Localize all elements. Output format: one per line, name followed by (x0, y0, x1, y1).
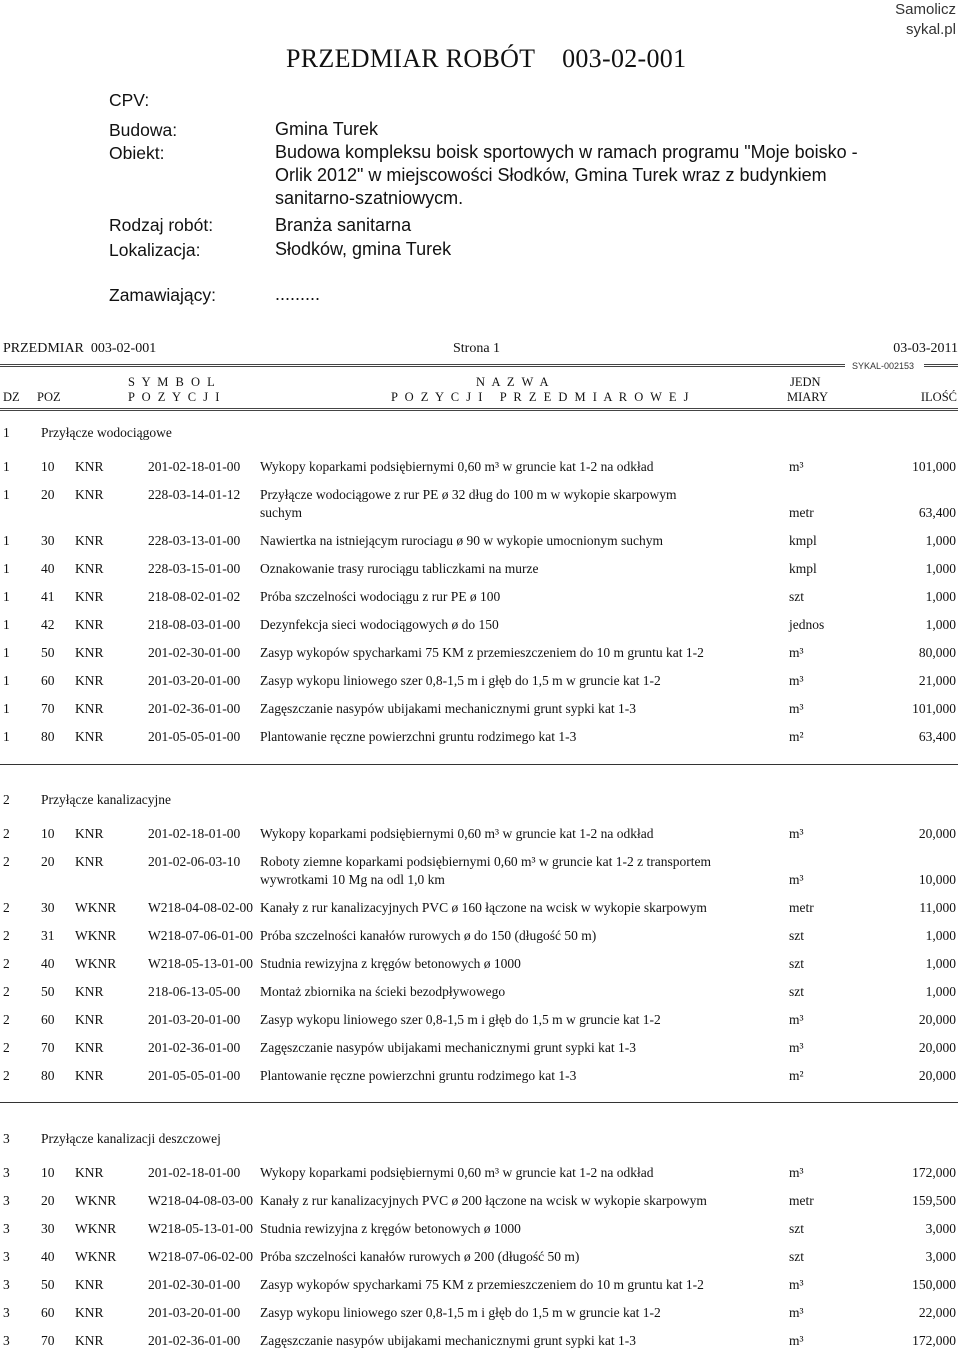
row-description: Zagęszczanie nasypów ubijakami mechanicznymi grunt sypki kat 1-3 (260, 1040, 637, 1055)
row-poz: 40 (41, 561, 55, 576)
row-symbol: W218-05-13-01-00 (148, 1221, 253, 1236)
obiekt-label: Obiekt: (109, 143, 165, 163)
row-catalog: KNR (75, 701, 104, 716)
row-unit: kmpl (789, 533, 817, 548)
row-catalog: KNR (75, 561, 104, 576)
row-description: Kanały z rur kanalizacyjnych PVC ø 200 łączone na wcisk w wykopie skarpowym (260, 1193, 707, 1208)
row-catalog: KNR (75, 1012, 104, 1027)
row-unit: szt (789, 984, 804, 999)
row-quantity: 80,000 (918, 645, 956, 660)
row-symbol: 201-02-06-03-10 (148, 854, 241, 869)
row-quantity: 11,000 (919, 900, 956, 915)
row-description: Zasyp wykopów spycharkami 75 KM z przemieszczeniem do 10 m gruntu kat 1-2 (260, 1277, 704, 1292)
row-description: Oznakowanie trasy rurociągu tabliczkami na murze (260, 561, 539, 576)
row-symbol: 201-03-20-01-00 (148, 1012, 241, 1027)
row-poz: 30 (41, 533, 55, 548)
row-symbol: 218-08-02-01-02 (148, 589, 241, 604)
sykal-logo (895, 0, 956, 40)
row-dz: 2 (3, 956, 10, 971)
row-poz: 30 (41, 1221, 55, 1236)
section-name: Przyłącze wodociągowe (41, 425, 172, 440)
row-catalog: KNR (75, 1333, 104, 1348)
rodzaj-robot-label: Rodzaj robót: (109, 215, 214, 235)
row-description: Studnia rewizyjna z kręgów betonowych ø 1000 (260, 956, 521, 971)
row-catalog: KNR (75, 533, 104, 548)
row-unit: m³ (789, 673, 804, 688)
row-symbol: W218-04-08-03-00 (148, 1193, 253, 1208)
row-poz: 60 (41, 1305, 55, 1320)
row-poz: 30 (41, 900, 55, 915)
row-catalog: WKNR (75, 1193, 117, 1208)
logo-line-1: Samolicz (895, 1, 956, 18)
row-symbol: 201-02-36-01-00 (148, 1040, 241, 1055)
row-dz: 1 (3, 561, 10, 576)
zamawiajacy-value: ......... (275, 284, 321, 304)
row-unit: metr (789, 900, 814, 915)
row-unit: szt (789, 928, 804, 943)
row-poz: 10 (41, 459, 55, 474)
row-catalog: KNR (75, 1068, 104, 1083)
row-quantity: 20,000 (918, 1068, 956, 1083)
row-description: Wykopy koparkami podsiębiernymi 0,60 m³ w gruncie kat 1-2 na odkład (260, 826, 654, 841)
row-unit: jednos (789, 617, 825, 632)
row-symbol: 201-02-30-01-00 (148, 645, 241, 660)
row-description: Dezynfekcja sieci wodociągowych ø do 150 (260, 617, 499, 632)
row-dz: 2 (3, 826, 10, 841)
section-number: 3 (3, 1131, 10, 1146)
row-description: Plantowanie ręczne powierzchni gruntu rodzimego kat 1-3 (260, 1068, 577, 1083)
budowa-label: Budowa: (109, 120, 178, 140)
row-unit: m³ (789, 701, 804, 716)
row-description: Zagęszczanie nasypów ubijakami mechanicznymi grunt sypki kat 1-3 (260, 701, 637, 716)
row-unit: szt (789, 956, 804, 971)
col-jedn-1: JEDN (790, 375, 821, 389)
row-symbol: 201-02-36-01-00 (148, 1333, 241, 1348)
col-symbol-1: S Y M B O L (128, 375, 217, 389)
row-poz: 20 (41, 854, 55, 869)
row-symbol: 201-05-05-01-00 (148, 729, 241, 744)
row-catalog: KNR (75, 729, 104, 744)
row-symbol: 201-05-05-01-00 (148, 1068, 241, 1083)
row-dz: 3 (3, 1165, 10, 1180)
row-quantity: 3,000 (925, 1249, 956, 1264)
row-symbol: 201-02-18-01-00 (148, 459, 241, 474)
row-unit: m³ (789, 872, 804, 887)
row-poz: 50 (41, 1277, 55, 1292)
row-catalog: KNR (75, 826, 104, 841)
row-quantity: 21,000 (918, 673, 956, 688)
section-separator (0, 764, 958, 765)
row-poz: 40 (41, 956, 55, 971)
obiekt-value: Budowa kompleksu boisk sportowych w ramach programu "Moje boisko - Orlik 2012" w miejscowości Słodków, Gmina Turek wraz z budynkiem sanitarno-szatniowycm. (275, 142, 858, 208)
row-quantity: 63,400 (918, 505, 956, 520)
row-dz: 1 (3, 729, 10, 744)
row-catalog: KNR (75, 1277, 104, 1292)
row-symbol: 201-02-36-01-00 (148, 701, 241, 716)
row-dz: 1 (3, 645, 10, 660)
row-symbol: 218-08-03-01-00 (148, 617, 241, 632)
row-unit: metr (789, 505, 814, 520)
row-dz: 1 (3, 589, 10, 604)
row-quantity: 159,500 (912, 1193, 956, 1208)
row-dz: 2 (3, 900, 10, 915)
row-quantity: 22,000 (918, 1305, 956, 1320)
program-code: SYKAL-002153 (852, 361, 915, 371)
row-poz: 10 (41, 1165, 55, 1180)
row-quantity: 1,000 (925, 928, 956, 943)
section-name: Przyłącze kanalizacyjne (41, 792, 172, 807)
row-unit: m³ (789, 1305, 804, 1320)
row-symbol: 228-03-13-01-00 (148, 533, 241, 548)
col-ilosc: ILOŚĆ (920, 390, 957, 404)
header-double-rule-right (924, 364, 958, 367)
row-quantity: 172,000 (912, 1165, 956, 1180)
header-double-rule (0, 364, 845, 367)
row-unit: m³ (789, 1012, 804, 1027)
row-description: Studnia rewizyjna z kręgów betonowych ø 1000 (260, 1221, 521, 1236)
row-catalog: KNR (75, 1165, 104, 1180)
row-symbol: 201-02-30-01-00 (148, 1277, 241, 1292)
row-unit: m² (789, 1068, 804, 1083)
row-description: Próba szczelności kanałów rurowych ø do 150 (długość 50 m) (260, 928, 597, 943)
row-symbol: 201-03-20-01-00 (148, 1305, 241, 1320)
row-poz: 40 (41, 1249, 55, 1264)
row-symbol: 228-03-15-01-00 (148, 561, 241, 576)
row-symbol: W218-07-06-01-00 (148, 928, 253, 943)
row-dz: 1 (3, 673, 10, 688)
row-quantity: 20,000 (918, 826, 956, 841)
row-dz: 2 (3, 1068, 10, 1083)
row-dz: 3 (3, 1221, 10, 1236)
row-description: Przyłącze wodociągowe z rur PE ø 32 dług do 100 m w wykopie skarpowym (260, 487, 677, 502)
row-symbol: 201-02-18-01-00 (148, 1165, 241, 1180)
page-doc-id: PRZEDMIAR 003-02-001 (3, 341, 157, 356)
row-unit: szt (789, 1249, 804, 1264)
row-quantity: 63,400 (918, 729, 956, 744)
row-description-cont: suchym (260, 505, 302, 520)
row-description: Próba szczelności wodociągu z rur PE ø 100 (260, 589, 501, 604)
row-unit: m³ (789, 459, 804, 474)
row-poz: 70 (41, 1040, 55, 1055)
row-description: Zasyp wykopów spycharkami 75 KM z przemieszczeniem do 10 m gruntu kat 1-2 (260, 645, 704, 660)
rodzaj-robot-value: Branża sanitarna (275, 215, 412, 235)
row-poz: 50 (41, 984, 55, 999)
row-dz: 3 (3, 1333, 10, 1348)
row-catalog: KNR (75, 589, 104, 604)
col-symbol-2: P O Z Y C J I (128, 390, 222, 404)
row-dz: 2 (3, 1040, 10, 1055)
col-dz: DZ (3, 390, 20, 404)
row-symbol: 201-02-18-01-00 (148, 826, 241, 841)
row-dz: 3 (3, 1277, 10, 1292)
row-dz: 3 (3, 1249, 10, 1264)
row-symbol: 228-03-14-01-12 (148, 487, 241, 502)
lokalizacja-value: Słodków, gmina Turek (275, 239, 452, 259)
row-unit: m³ (789, 645, 804, 660)
row-description: Wykopy koparkami podsiębiernymi 0,60 m³ w gruncie kat 1-2 na odkład (260, 459, 654, 474)
row-quantity: 1,000 (925, 589, 956, 604)
row-poz: 50 (41, 645, 55, 660)
row-unit: m² (789, 729, 804, 744)
row-unit: m³ (789, 1165, 804, 1180)
row-dz: 3 (3, 1305, 10, 1320)
row-poz: 20 (41, 487, 55, 502)
logo-line-2: sykal.pl (905, 21, 956, 38)
page-date: 03-03-2011 (893, 341, 958, 356)
zamawiajacy-label: Zamawiający: (109, 285, 216, 305)
row-quantity: 1,000 (925, 533, 956, 548)
row-dz: 2 (3, 1012, 10, 1027)
row-description: Próba szczelności kanałów rurowych ø 200 (długość 50 m) (260, 1249, 580, 1264)
row-catalog: KNR (75, 459, 104, 474)
row-quantity: 1,000 (925, 561, 956, 576)
row-poz: 80 (41, 729, 55, 744)
document-title: PRZEDMIAR ROBÓT 003-02-001 (286, 44, 687, 73)
row-quantity: 3,000 (925, 1221, 956, 1236)
row-catalog: WKNR (75, 900, 117, 915)
budowa-value: Gmina Turek (275, 119, 379, 139)
row-dz: 1 (3, 487, 10, 502)
section-number: 1 (3, 425, 10, 440)
row-symbol: 218-06-13-05-00 (148, 984, 241, 999)
row-catalog: KNR (75, 673, 104, 688)
row-quantity: 150,000 (912, 1277, 956, 1292)
row-dz: 1 (3, 533, 10, 548)
row-dz: 2 (3, 928, 10, 943)
row-description: Roboty ziemne koparkami podsiębiernymi 0,60 m³ w gruncie kat 1-2 z transportem (260, 854, 711, 869)
row-symbol: W218-07-06-02-00 (148, 1249, 253, 1264)
row-catalog: KNR (75, 487, 104, 502)
row-poz: 31 (41, 928, 55, 943)
row-poz: 41 (41, 589, 55, 604)
row-description: Zasyp wykopu liniowego szer 0,8-1,5 m i głęb do 1,5 m w gruncie kat 1-2 (260, 1305, 661, 1320)
row-dz: 1 (3, 617, 10, 632)
row-description: Zasyp wykopu liniowego szer 0,8-1,5 m i głęb do 1,5 m w gruncie kat 1-2 (260, 673, 661, 688)
row-description: Plantowanie ręczne powierzchni gruntu rodzimego kat 1-3 (260, 729, 577, 744)
row-unit: metr (789, 1193, 814, 1208)
cpv-label: CPV: (109, 90, 150, 110)
row-unit: szt (789, 589, 804, 604)
row-description: Zagęszczanie nasypów ubijakami mechanicznymi grunt sypki kat 1-3 (260, 1333, 637, 1348)
col-nazwa-2: P O Z Y C J I P R Z E D M I A R O W E J (391, 390, 691, 404)
row-description: Wykopy koparkami podsiębiernymi 0,60 m³ w gruncie kat 1-2 na odkład (260, 1165, 654, 1180)
row-dz: 2 (3, 854, 10, 869)
row-catalog: WKNR (75, 1221, 117, 1236)
lokalizacja-label: Lokalizacja: (109, 240, 201, 260)
row-unit: m³ (789, 1040, 804, 1055)
row-catalog: KNR (75, 1040, 104, 1055)
row-description: Nawiertka na istniejącym rurociagu ø 90 w wykopie umocnionym suchym (260, 533, 664, 548)
row-symbol: W218-05-13-01-00 (148, 956, 253, 971)
row-quantity: 172,000 (912, 1333, 956, 1348)
columns-double-rule (0, 408, 958, 411)
row-unit: szt (789, 1221, 804, 1236)
row-quantity: 101,000 (912, 459, 956, 474)
row-catalog: KNR (75, 617, 104, 632)
row-dz: 1 (3, 701, 10, 716)
row-description: Montaż zbiornika na ścieki bezodpływowego (260, 984, 506, 999)
row-poz: 20 (41, 1193, 55, 1208)
row-dz: 3 (3, 1193, 10, 1208)
row-poz: 10 (41, 826, 55, 841)
col-poz: POZ (37, 390, 61, 404)
row-unit: kmpl (789, 561, 817, 576)
row-symbol: 201-03-20-01-00 (148, 673, 241, 688)
row-description-cont: wywrotkami 10 Mg na odl 1,0 km (260, 872, 445, 887)
section-name: Przyłącze kanalizacji deszczowej (41, 1131, 221, 1146)
section-number: 2 (3, 792, 10, 807)
row-dz: 2 (3, 984, 10, 999)
row-catalog: KNR (75, 1305, 104, 1320)
col-nazwa-1: N A Z W A (476, 375, 551, 389)
row-catalog: WKNR (75, 956, 117, 971)
row-catalog: WKNR (75, 928, 117, 943)
row-symbol: W218-04-08-02-00 (148, 900, 253, 915)
row-catalog: KNR (75, 984, 104, 999)
row-poz: 80 (41, 1068, 55, 1083)
row-poz: 60 (41, 673, 55, 688)
row-catalog: WKNR (75, 1249, 117, 1264)
row-quantity: 1,000 (925, 984, 956, 999)
row-quantity: 101,000 (912, 701, 956, 716)
row-poz: 42 (41, 617, 55, 632)
row-quantity: 20,000 (918, 1012, 956, 1027)
row-catalog: KNR (75, 854, 104, 869)
page-number: Strona 1 (453, 341, 501, 356)
row-quantity: 1,000 (925, 617, 956, 632)
row-quantity: 20,000 (918, 1040, 956, 1055)
row-unit: m³ (789, 826, 804, 841)
row-catalog: KNR (75, 645, 104, 660)
row-poz: 60 (41, 1012, 55, 1027)
row-quantity: 1,000 (925, 956, 956, 971)
row-poz: 70 (41, 1333, 55, 1348)
col-jedn-2: MIARY (787, 390, 828, 404)
row-poz: 70 (41, 701, 55, 716)
row-description: Kanały z rur kanalizacyjnych PVC ø 160 łączone na wcisk w wykopie skarpowym (260, 900, 707, 915)
row-unit: m³ (789, 1277, 804, 1292)
row-dz: 1 (3, 459, 10, 474)
row-quantity: 10,000 (918, 872, 956, 887)
row-unit: m³ (789, 1333, 804, 1348)
section-separator (0, 1102, 958, 1103)
row-description: Zasyp wykopu liniowego szer 0,8-1,5 m i głęb do 1,5 m w gruncie kat 1-2 (260, 1012, 661, 1027)
